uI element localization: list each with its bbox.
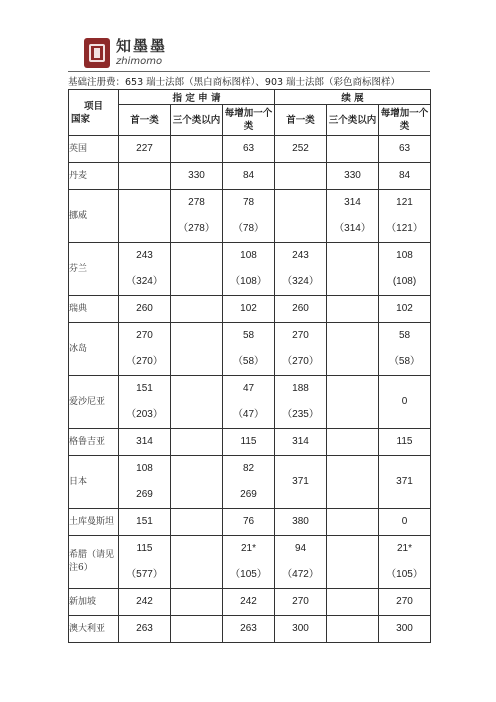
fee-cell xyxy=(223,323,275,376)
fee-value: 300 xyxy=(396,623,413,634)
brand-text xyxy=(116,39,167,67)
fee-value: 270 xyxy=(136,330,153,341)
fee-cell xyxy=(119,616,171,643)
fee-cell xyxy=(379,190,431,243)
fee-cell xyxy=(327,190,379,243)
fee-cell xyxy=(379,136,431,163)
fee-value: （278） xyxy=(178,223,215,234)
fee-value: 269 xyxy=(240,489,257,500)
header-col: 三个类以内 xyxy=(327,105,379,136)
table-row xyxy=(69,190,431,243)
fee-cell xyxy=(223,536,275,589)
fee-value: （203） xyxy=(126,409,163,420)
fee-cell xyxy=(223,190,275,243)
header-col: 三个类以内 xyxy=(171,105,223,136)
fee-cell xyxy=(275,429,327,456)
fee-cell xyxy=(171,456,223,509)
fee-subtitle: 基础注册费：653 瑞士法郎（黑白商标图样）、903 瑞士法郎（彩色商标图样） xyxy=(68,77,401,88)
table-row xyxy=(69,163,431,190)
fee-cell xyxy=(327,509,379,536)
fee-cell xyxy=(119,589,171,616)
table-row xyxy=(69,456,431,509)
fee-value: 151 xyxy=(136,383,153,394)
fee-cell xyxy=(223,456,275,509)
fee-value: 115 xyxy=(240,436,257,447)
fee-value: （58） xyxy=(232,356,265,367)
fee-cell xyxy=(275,589,327,616)
table-header-row xyxy=(69,90,431,105)
fee-cell xyxy=(171,323,223,376)
fee-value: 270 xyxy=(292,596,309,607)
country-cell: 新加坡 xyxy=(69,589,119,616)
country-cell: 日本 xyxy=(69,456,119,509)
country-cell: 英国 xyxy=(69,136,119,163)
header-group-apply: 指 定 申 请 xyxy=(119,90,275,105)
fee-value: 260 xyxy=(136,303,153,314)
fee-cell xyxy=(327,163,379,190)
fee-cell xyxy=(327,136,379,163)
fee-cell xyxy=(223,136,275,163)
fee-value: （121） xyxy=(386,223,423,234)
fee-cell xyxy=(171,243,223,296)
fee-value: （235） xyxy=(282,409,319,420)
fee-cell xyxy=(275,190,327,243)
fee-cell xyxy=(327,243,379,296)
fee-value: 151 xyxy=(136,516,153,527)
header-col: 每增加一个类 xyxy=(223,105,275,136)
fee-value: 330 xyxy=(188,170,205,181)
table-row xyxy=(69,616,431,643)
table-row xyxy=(69,376,431,429)
fee-cell xyxy=(119,323,171,376)
fee-cell xyxy=(223,163,275,190)
fee-cell xyxy=(379,589,431,616)
fee-cell xyxy=(119,163,171,190)
country-cell: 格鲁吉亚 xyxy=(69,429,119,456)
country-cell: 冰岛 xyxy=(69,323,119,376)
zhimomo-seal-logo-icon xyxy=(84,38,110,68)
fee-cell xyxy=(171,509,223,536)
country-cell: 芬兰 xyxy=(69,243,119,296)
fee-value: (108) xyxy=(392,276,417,287)
fee-cell xyxy=(275,509,327,536)
fee-value: 84 xyxy=(242,170,255,181)
header-item-label: 项目 xyxy=(83,100,103,112)
fee-value: 121 xyxy=(396,197,413,208)
fee-cell xyxy=(327,616,379,643)
fee-value: （472） xyxy=(282,569,319,580)
fee-value: 21* xyxy=(240,543,256,554)
fee-cell xyxy=(171,190,223,243)
fee-cell xyxy=(379,323,431,376)
fee-value: 108 xyxy=(240,250,257,261)
fee-cell xyxy=(119,376,171,429)
table-row xyxy=(69,296,431,323)
fee-value: 115 xyxy=(136,543,153,554)
fee-cell xyxy=(275,243,327,296)
fee-cell xyxy=(327,536,379,589)
fee-value: 260 xyxy=(292,303,309,314)
fee-value: （105） xyxy=(386,569,423,580)
fee-cell xyxy=(379,163,431,190)
fee-cell xyxy=(171,296,223,323)
fee-value: 371 xyxy=(396,476,413,487)
header-country-label: 国家 xyxy=(71,113,91,125)
fee-cell xyxy=(119,136,171,163)
fee-cell xyxy=(327,456,379,509)
fee-cell xyxy=(119,429,171,456)
fee-cell xyxy=(119,456,171,509)
fee-value: 371 xyxy=(292,476,309,487)
fee-value: 269 xyxy=(136,489,153,500)
fee-value: 278 xyxy=(188,197,205,208)
fee-value: 243 xyxy=(136,250,153,261)
country-cell: 希腊（请见注6） xyxy=(69,536,119,589)
table-row xyxy=(69,509,431,536)
fee-cell xyxy=(275,296,327,323)
fee-value: 63 xyxy=(242,143,255,154)
fee-cell xyxy=(379,616,431,643)
table-row xyxy=(69,536,431,589)
fee-cell xyxy=(119,536,171,589)
fee-value: 21* xyxy=(397,543,413,554)
fee-value: 102 xyxy=(396,303,413,314)
fee-cell xyxy=(223,296,275,323)
country-cell: 丹麦 xyxy=(69,163,119,190)
fee-value: （314） xyxy=(334,223,371,234)
fee-cell xyxy=(275,536,327,589)
fee-value: 102 xyxy=(240,303,257,314)
fee-cell xyxy=(327,429,379,456)
fee-value: 0 xyxy=(401,396,408,407)
fee-value: 270 xyxy=(396,596,413,607)
table-row xyxy=(69,589,431,616)
fee-cell xyxy=(275,163,327,190)
fee-cell xyxy=(171,589,223,616)
brand-name-cn: 知墨墨 xyxy=(116,37,168,55)
fee-cell xyxy=(327,323,379,376)
fee-value: 252 xyxy=(292,143,309,154)
table-row xyxy=(69,323,431,376)
fee-cell xyxy=(275,616,327,643)
fee-value: 314 xyxy=(292,436,309,447)
table-row xyxy=(69,136,431,163)
fee-value: 108 xyxy=(136,463,153,474)
fee-value: （78） xyxy=(232,223,265,234)
fee-cell xyxy=(223,589,275,616)
fee-cell xyxy=(379,509,431,536)
table-body xyxy=(69,136,431,643)
country-cell: 爱沙尼亚 xyxy=(69,376,119,429)
fee-value: 227 xyxy=(136,143,153,154)
fee-value: 263 xyxy=(136,623,153,634)
fee-value: （324） xyxy=(126,276,163,287)
fee-value: （47） xyxy=(232,409,265,420)
fee-cell xyxy=(379,456,431,509)
country-cell: 澳大利亚 xyxy=(69,616,119,643)
fee-value: （58） xyxy=(388,356,421,367)
fee-value: 314 xyxy=(136,436,153,447)
fee-cell xyxy=(275,323,327,376)
fee-value: （270） xyxy=(126,356,163,367)
fee-value: 380 xyxy=(292,516,309,527)
fee-value: 94 xyxy=(294,543,307,554)
fee-value: 242 xyxy=(136,596,153,607)
fee-value: 314 xyxy=(344,197,361,208)
fee-value: （324） xyxy=(282,276,319,287)
country-cell: 挪威 xyxy=(69,190,119,243)
fee-value: （270） xyxy=(282,356,319,367)
fee-cell xyxy=(379,243,431,296)
fee-cell xyxy=(171,376,223,429)
fee-cell xyxy=(327,376,379,429)
header-divider xyxy=(68,71,430,72)
table-row xyxy=(69,429,431,456)
fee-cell xyxy=(327,296,379,323)
brand-name-en: zhimomo xyxy=(116,56,163,67)
fee-value: 263 xyxy=(240,623,257,634)
fee-cell xyxy=(223,429,275,456)
table-row xyxy=(69,243,431,296)
fee-value: 82 xyxy=(242,463,255,474)
fee-cell xyxy=(119,243,171,296)
fee-cell xyxy=(223,243,275,296)
fee-value: 188 xyxy=(292,383,309,394)
fee-cell xyxy=(275,136,327,163)
fee-value: 63 xyxy=(398,143,411,154)
fee-value: （577） xyxy=(126,569,163,580)
fee-cell xyxy=(379,296,431,323)
fee-cell xyxy=(223,376,275,429)
header-col: 每增加一个类 xyxy=(379,105,431,136)
fee-value: 58 xyxy=(242,330,255,341)
fee-value: 242 xyxy=(240,596,257,607)
fee-value: 330 xyxy=(344,170,361,181)
fee-cell xyxy=(171,616,223,643)
fee-cell xyxy=(171,163,223,190)
fee-value: 243 xyxy=(292,250,309,261)
fee-cell xyxy=(275,376,327,429)
header-group-renew: 续 展 xyxy=(275,90,431,105)
fee-cell xyxy=(327,589,379,616)
fee-value: 270 xyxy=(292,330,309,341)
country-cell: 瑞典 xyxy=(69,296,119,323)
fee-table xyxy=(68,89,431,643)
table-subheader-row xyxy=(69,105,431,136)
fee-cell xyxy=(119,509,171,536)
fee-cell xyxy=(223,509,275,536)
fee-value: 84 xyxy=(398,170,411,181)
fee-value: 58 xyxy=(398,330,411,341)
header-col: 首一类 xyxy=(275,105,327,136)
fee-value: 115 xyxy=(396,436,413,447)
fee-cell xyxy=(379,429,431,456)
country-cell: 土库曼斯坦 xyxy=(69,509,119,536)
fee-cell xyxy=(171,136,223,163)
fee-value: 108 xyxy=(396,250,413,261)
header-item-country xyxy=(69,90,119,136)
fee-cell xyxy=(379,376,431,429)
fee-value: 47 xyxy=(242,383,255,394)
fee-value: （105） xyxy=(230,569,267,580)
fee-cell xyxy=(223,616,275,643)
fee-value: （108） xyxy=(230,276,267,287)
fee-cell xyxy=(119,190,171,243)
fee-cell xyxy=(171,536,223,589)
brand-logo xyxy=(84,36,167,70)
fee-cell xyxy=(275,456,327,509)
header-col: 首一类 xyxy=(119,105,171,136)
fee-cell xyxy=(171,429,223,456)
fee-value: 0 xyxy=(401,516,408,527)
fee-cell xyxy=(119,296,171,323)
fee-value: 76 xyxy=(242,516,255,527)
fee-value: 300 xyxy=(292,623,309,634)
fee-value: 78 xyxy=(242,197,255,208)
fee-cell xyxy=(379,536,431,589)
